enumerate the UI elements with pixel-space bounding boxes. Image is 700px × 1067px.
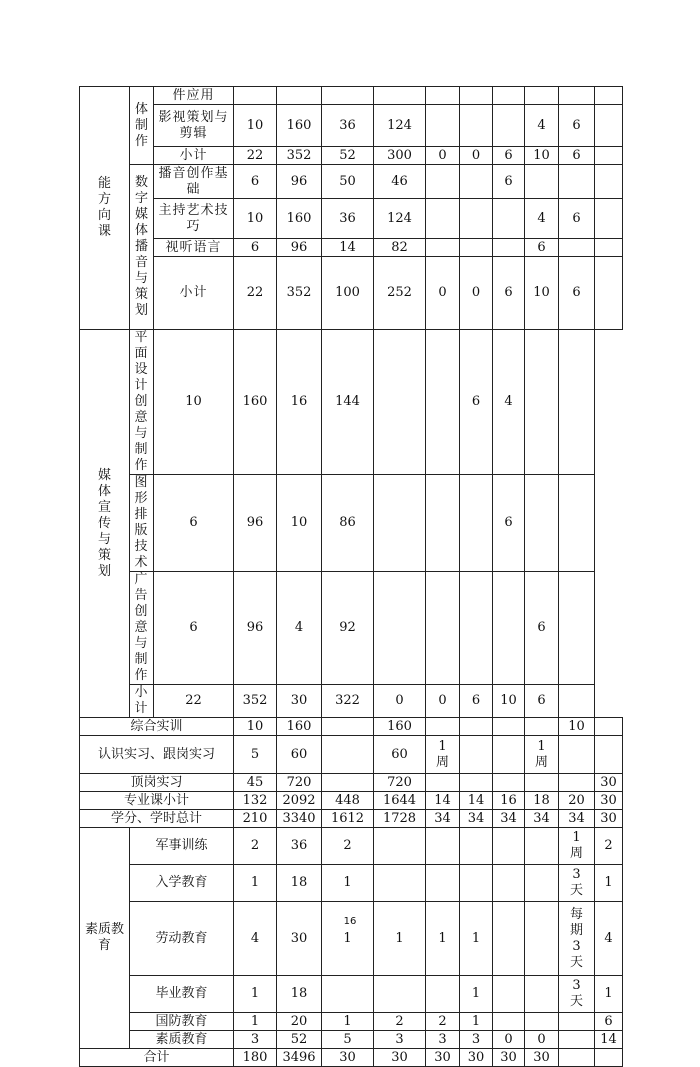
value-cell-6 xyxy=(493,239,525,257)
value-cell-4: 30 xyxy=(426,1049,460,1067)
value-cell-8: 1 周 xyxy=(559,828,595,865)
value-cell-5: 14 xyxy=(460,792,493,810)
value-cell-0: 6 xyxy=(154,475,234,572)
value-cell-6: 6 xyxy=(493,257,525,330)
table-row xyxy=(80,774,623,792)
course-name: 国防教育 xyxy=(130,1013,234,1031)
value-cell-9 xyxy=(559,685,595,718)
course-name: 影视策划与剪辑 xyxy=(154,105,234,147)
value-cell-2: 10 xyxy=(277,475,322,572)
value-cell-9 xyxy=(559,475,595,572)
value-cell-8: 20 xyxy=(559,792,595,810)
value-cell-8: 6 xyxy=(525,685,559,718)
value-cell-2 xyxy=(322,774,374,792)
value-cell-6 xyxy=(493,105,525,147)
value-cell-9: 30 xyxy=(595,792,623,810)
table-row xyxy=(80,239,623,257)
course-name: 综合实训 xyxy=(80,718,234,736)
value-cell-4 xyxy=(374,572,426,685)
value-cell-4: 1 周 xyxy=(426,736,460,774)
value-cell-1: 96 xyxy=(234,475,277,572)
value-cell-1: 160 xyxy=(234,330,277,475)
value-cell-7 xyxy=(525,902,559,976)
value-cell-0: 10 xyxy=(234,718,277,736)
value-cell-0: 1 xyxy=(234,976,277,1013)
value-cell-0: 45 xyxy=(234,774,277,792)
value-cell-6: 30 xyxy=(493,1049,525,1067)
value-cell-9 xyxy=(595,718,623,736)
table-row xyxy=(80,105,623,147)
value-cell-6 xyxy=(493,718,525,736)
value-cell-7: 6 xyxy=(493,475,525,572)
value-cell-8 xyxy=(525,475,559,572)
value-cell-9: 1 xyxy=(595,976,623,1013)
value-cell-6: 6 xyxy=(493,165,525,199)
course-name: 小计 xyxy=(154,257,234,330)
table-row xyxy=(80,1031,623,1049)
table-row xyxy=(80,199,623,239)
value-cell-3: 2 xyxy=(374,1013,426,1031)
course-name: 素质教育 xyxy=(130,1031,234,1049)
value-cell-0: 22 xyxy=(154,685,234,718)
value-cell-8: 每 期 3 天 xyxy=(559,902,595,976)
value-cell-5 xyxy=(426,475,460,572)
value-cell-7: 18 xyxy=(525,792,559,810)
value-cell-7: 1 周 xyxy=(525,736,559,774)
value-cell-1: 96 xyxy=(277,239,322,257)
value-cell-1: 352 xyxy=(234,685,277,718)
group-label-publicity: 媒 体 宣 传 与 策 划 xyxy=(80,330,130,718)
value-cell-2: 30 xyxy=(322,1049,374,1067)
value-cell-4 xyxy=(426,976,460,1013)
value-cell-2: 1 xyxy=(322,1013,374,1031)
value-cell-4: 0 xyxy=(426,257,460,330)
value-cell-1: 352 xyxy=(277,147,322,165)
value-cell-0: 180 xyxy=(234,1049,277,1067)
value-cell-3: 720 xyxy=(374,774,426,792)
value-cell-9 xyxy=(595,87,623,105)
table-row xyxy=(80,1013,623,1031)
value-cell-6 xyxy=(460,572,493,685)
value-cell-2: 2 xyxy=(322,828,374,865)
value-cell-7 xyxy=(493,572,525,685)
table-row xyxy=(80,1049,623,1067)
value-cell-8 xyxy=(559,1049,595,1067)
value-cell-0: 4 xyxy=(234,902,277,976)
course-name: 主持艺术技巧 xyxy=(154,199,234,239)
value-cell-2: 448 xyxy=(322,792,374,810)
value-cell-4 xyxy=(426,105,460,147)
value-cell-4: 3 xyxy=(426,1031,460,1049)
value-cell-1: 30 xyxy=(277,902,322,976)
value-cell-1: 36 xyxy=(277,828,322,865)
value-cell-1: 352 xyxy=(277,257,322,330)
value-cell-9: 14 xyxy=(595,1031,623,1049)
value-cell-2: 4 xyxy=(277,572,322,685)
value-cell-7 xyxy=(525,1013,559,1031)
value-cell-5: 1 xyxy=(460,976,493,1013)
value-cell-6 xyxy=(493,774,525,792)
table-row xyxy=(80,572,623,685)
course-name: 入学教育 xyxy=(130,865,234,902)
value-cell-3 xyxy=(374,87,426,105)
value-cell-7 xyxy=(525,828,559,865)
value-cell-8: 3 天 xyxy=(559,976,595,1013)
value-cell-0: 3 xyxy=(234,1031,277,1049)
value-cell-9: 2 xyxy=(595,828,623,865)
table-row xyxy=(80,257,623,330)
value-cell-7 xyxy=(525,774,559,792)
value-cell-6: 0 xyxy=(493,1031,525,1049)
value-cell-7: 30 xyxy=(525,1049,559,1067)
course-name: 合计 xyxy=(80,1049,234,1067)
table-row xyxy=(80,976,623,1013)
value-cell-0: 22 xyxy=(234,147,277,165)
table-row xyxy=(80,828,623,865)
value-cell-5 xyxy=(460,718,493,736)
value-cell-8: 34 xyxy=(559,810,595,828)
value-cell-2: 36 xyxy=(322,105,374,147)
value-cell-5 xyxy=(460,736,493,774)
value-cell-4: 2 xyxy=(426,1013,460,1031)
course-name: 图形排版技术 xyxy=(130,475,154,572)
value-cell-0: 132 xyxy=(234,792,277,810)
table-row xyxy=(80,865,623,902)
value-cell-4 xyxy=(374,475,426,572)
value-cell-4 xyxy=(426,87,460,105)
value-cell-6 xyxy=(493,1013,525,1031)
group-label-quality: 素质教育 xyxy=(80,828,130,1049)
value-cell-8: 6 xyxy=(525,572,559,685)
value-cell-4 xyxy=(426,199,460,239)
value-cell-6 xyxy=(493,199,525,239)
value-cell-8: 6 xyxy=(559,199,595,239)
value-cell-7: 10 xyxy=(525,147,559,165)
value-cell-1: 3340 xyxy=(277,810,322,828)
value-cell-0: 6 xyxy=(234,239,277,257)
value-cell-9 xyxy=(595,1049,623,1067)
course-name: 播音创作基础 xyxy=(154,165,234,199)
value-cell-9: 1 xyxy=(595,865,623,902)
value-cell-9 xyxy=(595,736,623,774)
value-cell-9 xyxy=(595,199,623,239)
table-row xyxy=(80,87,623,105)
value-cell-5: 30 xyxy=(460,1049,493,1067)
value-cell-3: 1644 xyxy=(374,792,426,810)
value-cell-3: 46 xyxy=(374,165,426,199)
value-cell-7: 4 xyxy=(525,199,559,239)
value-cell-5 xyxy=(460,865,493,902)
value-cell-7 xyxy=(525,718,559,736)
table-row xyxy=(80,475,623,572)
course-name: 小计 xyxy=(130,685,154,718)
value-cell-7 xyxy=(525,165,559,199)
value-cell-3 xyxy=(374,865,426,902)
value-cell-5 xyxy=(460,87,493,105)
value-cell-5: 0 xyxy=(460,257,493,330)
value-cell-8 xyxy=(559,87,595,105)
value-cell-2 xyxy=(322,976,374,1013)
value-cell-3: 160 xyxy=(374,718,426,736)
course-name: 小计 xyxy=(154,147,234,165)
value-cell-6 xyxy=(493,976,525,1013)
course-name: 军事训练 xyxy=(130,828,234,865)
value-cell-3: 124 xyxy=(374,199,426,239)
value-cell-8: 10 xyxy=(559,718,595,736)
table-row xyxy=(80,165,623,199)
value-cell-6: 6 xyxy=(460,685,493,718)
value-cell-0: 10 xyxy=(154,330,234,475)
value-cell-3: 82 xyxy=(374,239,426,257)
value-cell-3: 86 xyxy=(322,475,374,572)
value-cell-6 xyxy=(493,87,525,105)
value-cell-5 xyxy=(426,330,460,475)
value-cell-7: 0 xyxy=(525,1031,559,1049)
value-cell-3: 30 xyxy=(374,1049,426,1067)
table-row xyxy=(80,685,623,718)
value-cell-6 xyxy=(493,902,525,976)
value-cell-4 xyxy=(374,330,426,475)
value-cell-1: 20 xyxy=(277,1013,322,1031)
value-cell-0: 6 xyxy=(234,165,277,199)
value-cell-2 xyxy=(322,718,374,736)
value-cell-2: 50 xyxy=(322,165,374,199)
table-row xyxy=(80,330,623,475)
value-cell-8 xyxy=(525,330,559,475)
value-cell-0: 5 xyxy=(234,736,277,774)
value-cell-5 xyxy=(460,199,493,239)
value-cell-8 xyxy=(559,239,595,257)
value-cell-4 xyxy=(426,774,460,792)
course-name: 平面设计创意与制作 xyxy=(130,330,154,475)
value-cell-7: 10 xyxy=(525,257,559,330)
table-row xyxy=(80,902,623,976)
value-cell-3: 252 xyxy=(374,257,426,330)
value-cell-1: 60 xyxy=(277,736,322,774)
value-cell-1 xyxy=(277,87,322,105)
value-cell-8 xyxy=(559,1013,595,1031)
value-cell-0: 210 xyxy=(234,810,277,828)
value-cell-0: 22 xyxy=(234,257,277,330)
value-cell-5 xyxy=(460,774,493,792)
value-cell-6 xyxy=(493,828,525,865)
value-cell-1: 160 xyxy=(277,105,322,147)
course-name: 劳动教育 xyxy=(130,902,234,976)
value-cell-2 xyxy=(322,736,374,774)
value-cell-1: 18 xyxy=(277,865,322,902)
value-cell-7: 34 xyxy=(525,810,559,828)
value-cell-5 xyxy=(460,828,493,865)
value-cell-5 xyxy=(426,572,460,685)
value-cell-8 xyxy=(559,165,595,199)
value-cell-6 xyxy=(493,736,525,774)
value-cell-2: 16 xyxy=(277,330,322,475)
value-cell-4 xyxy=(426,718,460,736)
value-cell-9 xyxy=(595,147,623,165)
value-cell-0 xyxy=(234,87,277,105)
value-cell-5: 1 xyxy=(460,1013,493,1031)
value-cell-1: 18 xyxy=(277,976,322,1013)
value-cell-8: 3 天 xyxy=(559,865,595,902)
value-cell-9 xyxy=(559,330,595,475)
value-cell-5 xyxy=(460,165,493,199)
value-cell-3: 1 xyxy=(374,902,426,976)
value-cell-2: 52 xyxy=(322,147,374,165)
value-cell-9 xyxy=(595,257,623,330)
value-cell-7: 10 xyxy=(493,685,525,718)
table-row xyxy=(80,147,623,165)
value-cell-1: 720 xyxy=(277,774,322,792)
value-cell-8: 6 xyxy=(559,257,595,330)
value-cell-1: 3496 xyxy=(277,1049,322,1067)
table-row xyxy=(80,718,623,736)
value-cell-1: 96 xyxy=(234,572,277,685)
value-cell-9: 4 xyxy=(595,902,623,976)
table-row xyxy=(80,792,623,810)
value-cell-8 xyxy=(559,1031,595,1049)
course-name: 专业课小计 xyxy=(80,792,234,810)
value-cell-5: 0 xyxy=(460,147,493,165)
value-cell-1: 52 xyxy=(277,1031,322,1049)
value-cell-0: 2 xyxy=(234,828,277,865)
course-name: 件应用 xyxy=(154,87,234,105)
group-label-media_production: 体 制 作 xyxy=(130,87,154,165)
value-cell-7 xyxy=(525,976,559,1013)
value-cell-6 xyxy=(460,475,493,572)
value-cell-6 xyxy=(493,865,525,902)
value-cell-6: 16 xyxy=(493,792,525,810)
value-cell-5: 0 xyxy=(426,685,460,718)
value-cell-3: 1728 xyxy=(374,810,426,828)
value-cell-2: 30 xyxy=(277,685,322,718)
value-cell-4: 0 xyxy=(426,147,460,165)
value-cell-2 xyxy=(322,87,374,105)
value-cell-4 xyxy=(426,239,460,257)
value-cell-9 xyxy=(595,105,623,147)
value-cell-4 xyxy=(426,165,460,199)
course-name: 学分、学时总计 xyxy=(80,810,234,828)
page-number: 16 xyxy=(343,916,357,927)
value-cell-5: 1 xyxy=(460,902,493,976)
value-cell-1: 160 xyxy=(277,718,322,736)
course-name: 顶岗实习 xyxy=(80,774,234,792)
value-cell-7 xyxy=(525,87,559,105)
value-cell-2: 14 xyxy=(322,239,374,257)
value-cell-2: 1 xyxy=(322,865,374,902)
value-cell-7: 4 xyxy=(525,105,559,147)
value-cell-3 xyxy=(374,976,426,1013)
group-label-broadcast: 数 字 媒 体 播 音 与 策 划 xyxy=(130,165,154,330)
value-cell-3: 124 xyxy=(374,105,426,147)
value-cell-4: 1 xyxy=(426,902,460,976)
group-label-direction: 能 方 向 课 xyxy=(80,87,130,330)
value-cell-7 xyxy=(525,865,559,902)
value-cell-3: 322 xyxy=(322,685,374,718)
value-cell-9: 30 xyxy=(595,774,623,792)
value-cell-2: 5 xyxy=(322,1031,374,1049)
value-cell-5: 3 xyxy=(460,1031,493,1049)
value-cell-5: 34 xyxy=(460,810,493,828)
value-cell-9 xyxy=(595,239,623,257)
value-cell-8: 6 xyxy=(559,147,595,165)
course-name: 广告创意与制作 xyxy=(130,572,154,685)
value-cell-4: 14 xyxy=(426,792,460,810)
value-cell-9: 6 xyxy=(595,1013,623,1031)
value-cell-3: 60 xyxy=(374,736,426,774)
value-cell-9 xyxy=(559,572,595,685)
value-cell-1: 160 xyxy=(277,199,322,239)
value-cell-3 xyxy=(374,828,426,865)
value-cell-9 xyxy=(595,165,623,199)
value-cell-2: 1612 xyxy=(322,810,374,828)
course-name: 认识实习、跟岗实习 xyxy=(80,736,234,774)
value-cell-6: 6 xyxy=(460,330,493,475)
value-cell-1: 96 xyxy=(277,165,322,199)
value-cell-6: 6 xyxy=(493,147,525,165)
table-row xyxy=(80,810,623,828)
value-cell-9: 30 xyxy=(595,810,623,828)
value-cell-3: 300 xyxy=(374,147,426,165)
value-cell-0: 1 xyxy=(234,1013,277,1031)
value-cell-0: 10 xyxy=(234,199,277,239)
value-cell-3: 3 xyxy=(374,1031,426,1049)
value-cell-8 xyxy=(559,736,595,774)
value-cell-5 xyxy=(460,105,493,147)
value-cell-0: 6 xyxy=(154,572,234,685)
value-cell-6: 34 xyxy=(493,810,525,828)
value-cell-3: 144 xyxy=(322,330,374,475)
value-cell-7: 6 xyxy=(525,239,559,257)
table-row xyxy=(80,736,623,774)
value-cell-7: 4 xyxy=(493,330,525,475)
value-cell-3: 92 xyxy=(322,572,374,685)
value-cell-2: 1 xyxy=(322,902,374,976)
course-name: 视听语言 xyxy=(154,239,234,257)
value-cell-4: 0 xyxy=(374,685,426,718)
value-cell-8 xyxy=(559,774,595,792)
course-name: 毕业教育 xyxy=(130,976,234,1013)
value-cell-8: 6 xyxy=(559,105,595,147)
value-cell-4 xyxy=(426,865,460,902)
value-cell-2: 100 xyxy=(322,257,374,330)
value-cell-1: 2092 xyxy=(277,792,322,810)
value-cell-5 xyxy=(460,239,493,257)
value-cell-4 xyxy=(426,828,460,865)
value-cell-0: 1 xyxy=(234,865,277,902)
value-cell-4: 34 xyxy=(426,810,460,828)
value-cell-2: 36 xyxy=(322,199,374,239)
value-cell-0: 10 xyxy=(234,105,277,147)
